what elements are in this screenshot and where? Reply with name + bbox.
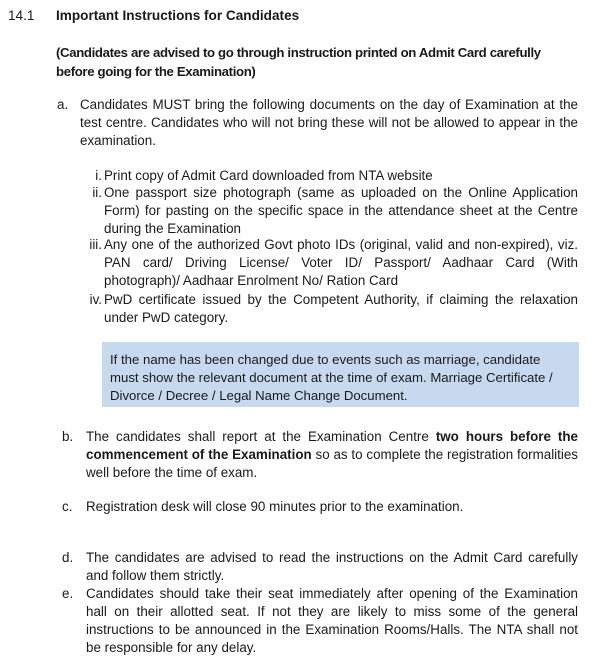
advisory-note: (Candidates are advised to go through instruction printed on Admit Card carefully before going for the Examination) [56,45,541,79]
highlight-note-text: If the name has been changed due to events such as marriage, candidate must show the relevant document at the time of exam. Marriage Certificate / Divorce / Decree / Legal Name Change Document. [110,352,553,403]
item-text: Registration desk will close 90 minutes prior to the examination. [86,499,464,514]
sub-item-text: Print copy of Admit Card downloaded from NTA website [104,168,433,183]
sub-item-marker: ii. [92,185,102,200]
item-text: Candidates MUST bring the following documents on the day of Examination at the test centre. Candidates who will not bring these will not be allowed to appear in the examination. [80,97,578,148]
item-text: Candidates should take their seat immediately after opening of the Examination hall on their allotted seat. If not they are likely to miss some of the general instructions to be announced in the Examination Rooms/Halls. The NTA shall not be responsible for any delay. [86,586,578,655]
item-text: The candidates are advised to read the instructions on the Admit Card carefully and follow them strictly. [86,550,578,583]
item-marker: c. [62,499,73,514]
sub-item-marker: iv. [89,292,102,307]
text-part: The candidates shall report at the Examination Centre [86,429,436,444]
section-title: Important Instructions for Candidates [56,8,300,23]
sub-item-text: Any one of the authorized Govt photo IDs (original, valid and non-expired), viz. PAN card/ Driving License/ Voter ID/ Passport/ Aadhaar Card (With photograph)/ Aadhaar Enrolment No/ Ration Card [104,237,578,288]
item-marker: d. [62,550,74,565]
item-marker: a. [57,97,69,112]
text-part: so as to complete the registration formalities well before the time of exam. [86,447,578,480]
sub-item-text: PwD certificate issued by the Competent Authority, if claiming the relaxation under PwD category. [104,292,578,325]
sub-item-marker: iii. [89,237,102,252]
item-marker: e. [62,586,74,601]
name-change-highlight-box [102,342,579,407]
section-number: 14.1 [8,8,35,23]
sub-item-text: One passport size photograph (same as uploaded on the Online Application Form) for pasting on the specific space in the attendance sheet at the Centre during the Examination [104,185,578,236]
item-text [86,428,578,482]
sub-item-marker: i. [95,168,102,183]
emphasis-text: two hours before the commencement of the Examination [86,429,578,462]
item-marker: b. [62,429,74,444]
